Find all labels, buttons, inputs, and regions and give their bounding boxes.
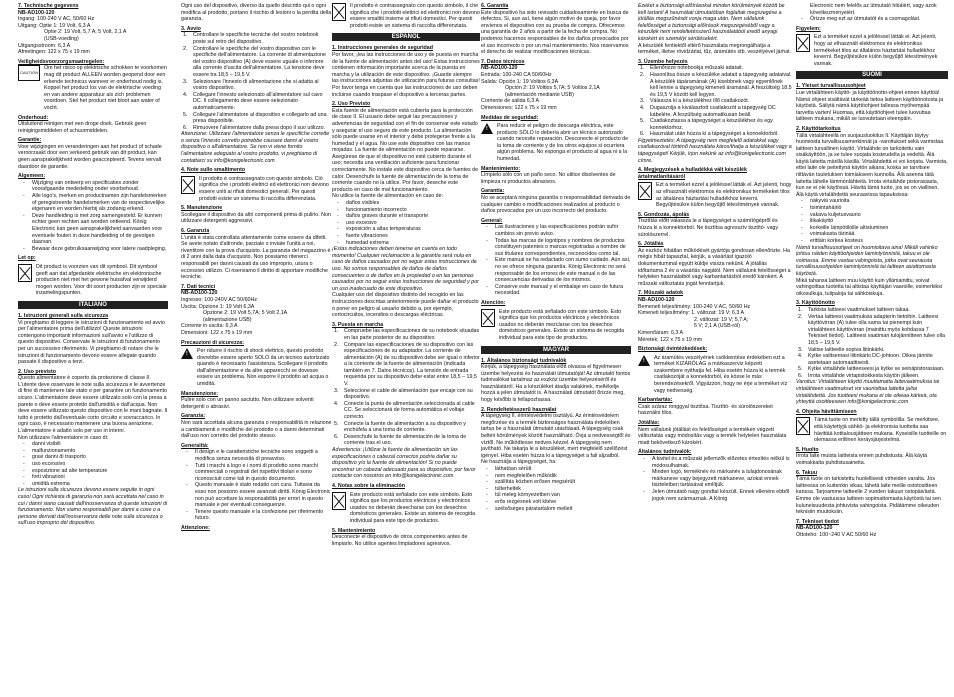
it-att-block xyxy=(332,3,480,29)
nl-maint-title: Onderhoud: xyxy=(18,114,49,121)
it-safety-text: Per ridurre il rischio di shock elettrico, questo prodotto dovrebbe essere aperto SOLO da un tecnico autorizzato quando è necessario l'assistenza. Scollegare il prodotto dall'alimentazione e da altre apparecchi se dovesse essere un problema. Non esporre il prodotto ad acqua o umidità. xyxy=(197,348,330,388)
list-item: - Questo manuale è stato redatto con cura. Tuttavia da esso non possono essere avanzati diritti. König Electronic non può accettare la responsabilità per errori in questo manuale e per eventuali conseguenze. xyxy=(195,482,332,508)
list-item: - Tenere questo manuale e la confezione per riferimento futuro. xyxy=(195,509,332,522)
weee-bin-icon xyxy=(18,264,32,282)
list-item: - näkyviä vaurioita xyxy=(810,198,948,205)
hu-p2: A tápegység II. érintésvédelmi osztályú. Az érintésvédelem megőrzése és a termék biztonságos használata érdekében tartsa be a használati útmutató utasításait. A tápegység csak beltéri körülmények között használható. Óvja a nedvességtől és víztől. Ne működtesse nedves kézzel. A tápegység nem javítható. Ne takarja le a készüléket, mert megfelelő szellőzést igényel. Hiba esetén húzza ki a tápegységet a fali aljzatból. xyxy=(481,413,631,459)
list-item: - nem megfelelően működik xyxy=(495,473,631,480)
it-list xyxy=(18,441,168,487)
list-item: - daños graves durante el transporte xyxy=(346,213,480,220)
list-item: - funcionamiento incorrecto xyxy=(346,207,480,214)
it-model: NB-AD100-120 xyxy=(181,290,218,297)
it-h7: 7. Dati tecnici xyxy=(181,283,216,290)
nl-model: NB-AD100-120 xyxy=(18,9,55,16)
list-item: 6. Desenchufe la fuente de alimentación de la toma de corriente tras el uso. xyxy=(334,433,467,447)
fi-h3: 3. Käyttöönotto xyxy=(796,300,835,307)
list-item: 4. Dugaszolja a kiválasztott csatlakozót a tápegység DC kábelére. A feszültség automatikusan beáll. xyxy=(640,104,776,118)
list-item: - Tutti i marchi a logo e i nomi di prodotto sono marchi commerciali o registrati dei rispettivi titolari e sono riconosciuti come tali in questo documento. xyxy=(195,463,332,483)
es-dims: Dimensiones: 122 x 75 x 19 mm xyxy=(481,104,557,111)
column-5 xyxy=(638,0,792,697)
es-p2: Esta fuente de alimentación está cubierta para la protección de clase II. El usuario debe seguir las precauciones y advertencias de seguridad con el fin de conservar este estado y asegurar el uso seguro de este producto. La alimentación sólo puede usarse en el interior y debe protegerse frente a la humedad y el agua. No use este dispositivo con las manos mojadas. La fuente de alimentación no puede repararse. Asegúrese de que el dispositivo no esté cubierto durante el uso; necesita una ventilación suficiente para funcionar correctamente. No instale este dispositivo cerca de fuentes de calor. Desenchufe la fuente de alimentación de la toma de corriente cuando no la utilice. Por favor, deseche este producto en caso de mal funcionamiento. xyxy=(332,107,479,193)
list-item: - gravi danni di trasporto xyxy=(32,454,168,461)
fi-h4: 4. Ohjeita hävittämiseen xyxy=(796,408,857,415)
language-band-espanol: ESPAÑOL xyxy=(332,33,480,41)
es-maint: Desconecte el dispositivo de otros componentes antes de limpiarlo. No utilice agentes limpiadores agresivos. xyxy=(332,534,468,547)
column-3 xyxy=(332,0,480,697)
hu-h1: 1. Általános biztonsági tudnivalók xyxy=(481,357,567,364)
list-item: - Wijziging van ontwerp en specificaties zonder voorafgaande mededeling onder voorbehoud. xyxy=(32,180,168,193)
fi-h7: 7. Tekniset tiedot xyxy=(796,518,839,525)
nl-att-block xyxy=(18,264,168,297)
column-2 xyxy=(181,0,332,697)
es-maint-title: Mantenimiento: xyxy=(481,165,521,172)
hu-h6: 6. Jótállás xyxy=(638,241,664,248)
weee-bin-icon xyxy=(796,34,810,52)
list-item: 2. Vertaa laitteesi vaatimuksia adapterin tietoihin. Laitteesi käyttövirran (A) tulee olla sama tai pienempi kuin virtalähteen käyttövirran (mainittu myös kohdassa 7 Tekniset tiedot). Laitteesi vaatiman tulojännitteen tulee olla 18,5 – 19,5 V. xyxy=(798,313,945,346)
it-p2: Questo alimentatore è coperto da protezione di classe II. L'utente deve osservare le note sulla sicurezza e le avvertenze di fine di mantenere tale stato e per garantire un funzionamento sicuro. L'alimentatore deve essere utilizzato solo con la presa a parete o deve essere protetto dall'umidità e dall'acqua. Non deve essere utilizzato questo dispositivo con le mani bagnate. Il tutto è protetto dall'eventuale corto circuito e sovraccarico. In ogni caso, è necessario mantenere una buona aerazione. L'alimentatore è adatto solo per uso in interni. xyxy=(18,375,168,435)
hu-h3: 3. Üzembe helyezés xyxy=(638,58,688,65)
warning-triangle-icon: ! xyxy=(181,348,193,359)
nl-output-1: Uitgang: Optie 1: 19 Volt, 6,3 A xyxy=(18,22,91,29)
hu-maint-text: Csak száraz ronggyal tisztítsa. Tisztító- és súrolószereket használni tilos. xyxy=(638,403,773,417)
es-h4: 4. Notas sobre la eliminación xyxy=(332,482,406,489)
list-item: 2. Hasonlítsa össze a készüléke adatait a tápegység adataival. A készülék tápáramának (A) kisebbnek vagy egyenlőnek kell lennie a tápegység kimeneti áramánál. A feszültség 18,5 és 19,5 V között kell legyen. xyxy=(640,71,792,98)
it-maint2-title: Manutenzione: xyxy=(181,390,219,397)
list-item: - liikakäyttö xyxy=(810,218,948,225)
it-h1: 1. Istruzioni generali sulla sicurezza xyxy=(18,312,109,319)
it-maint: Scollegare il dispositivo da altri componenti prima di pulirlo. Non utilizzare detergenti aggressivi. xyxy=(181,211,331,225)
it-output-2: Opzione 2: 19 Volt 5,7A; 5 Volt 2,1A xyxy=(203,310,288,317)
list-item: 1. Tarkista laitteesi vaatimukset laitteen takaa. xyxy=(798,306,910,313)
hu-h5: 5. Gondozás, ápolás xyxy=(638,211,690,218)
hu-safety-text: Az áramütés veszélyének csökkentése érdekében ezt a terméket KIZÁRÓLAG a márkaszerviz képzett szakembere nyithatja fel. Hiba esetén húzza ki a termék csatlakozóját a konnektorból, és kösse le más berendezésekről. Vigyázzon, hogy ne érje a terméket víz vagy nedvesség. xyxy=(654,354,788,394)
list-item: 5. Collegare l'alimentatore al dispositivo e collegarlo ad una presa disponibile. xyxy=(183,111,327,125)
hu-current: Kimenőáram: 6,3 A xyxy=(638,329,684,336)
list-item: 3. Seleccione el cable de alimentación que encaje con su dispositivo. xyxy=(334,387,473,401)
hu-general-list-cont xyxy=(796,16,948,23)
es-h2: 2. Uso Previsto xyxy=(332,101,371,108)
it-h3: 3. Avvio xyxy=(181,25,201,32)
it-h2: 2. Uso previsto xyxy=(18,368,56,375)
it-dims: Dimensioni: 122 x 75 x 19 mm xyxy=(181,329,253,336)
list-item: - umidità estrema xyxy=(32,481,168,488)
nl-dims: Afmetingen: 122 x 75 x 19 mm xyxy=(18,49,90,56)
list-item: - Las ilustraciones y las especificaciones podrán sufrir cambios sin previo aviso. xyxy=(495,224,631,237)
it-maint2-text: Pulire solo con un panno asciutto. Non utilizzare solventi detergenti o abrasivi. xyxy=(181,397,314,410)
es-h6: 6. Garantía xyxy=(481,3,509,9)
it-p1: Vi preghiamo di leggere le istruzioni di funzionamento ed avvio per l'alimentatore prima dell'utilizzo! Queste istruzioni contengono importanti informazioni sull'avvio e l'utilizzo di questo dispositivo. Conservate le istruzioni di funzionamento per un successivo riferimento. Vi preghiamo di notare che le istruzioni di funzionamento devono essere allegate quando passate il dispositivo a terzi. xyxy=(18,319,165,366)
es-general-title: General: xyxy=(481,217,503,224)
list-item: - fuerte vibraciones xyxy=(346,233,480,240)
es-model: NB-AD100-120 xyxy=(481,65,518,72)
es-general-list xyxy=(481,224,631,297)
warning-triangle-icon: ! xyxy=(481,123,493,134)
list-item: 2. Compare las especificaciones de su dispositivo con las especificaciones de su adaptador. La corriente de alimentación (A) de su dispositivo debe ser igual o inferior a la corriente de la fuente de alimentación (indicada también en 7. Datos técnicos). La tensión de entrada requerida por su dispositivo debe estar entre 18,5 – 19,5 V. xyxy=(334,341,480,388)
it-warranty: L'unità è stata controllata attentamente come essere da difetti. Se avete notato d'altronde, parziale o inviate l'unità a noi, riventitore con la prova d'acquisto. La garanzia del magazzino è di 2 anni dalla data d'acquisto. Non possiamo ritenerci responsabili per danni causati da uso improprio, usura o eccessivo utilizzo. Ci riserviamo il diritto di apportare modifiche tecniche. xyxy=(181,234,331,281)
it-output-1: Uscita: Opzione 1: 19 Volt 6,3A xyxy=(181,303,255,310)
nl-maint-text: Uitsluitend reinigen met een droge doek. Gebruik geen reinigingsmiddelen of schuurmiddelen. xyxy=(18,121,147,134)
it-h4: 4. Note sullo smaltimento xyxy=(181,167,246,174)
es-disposal-block xyxy=(332,492,480,525)
es-p4: Cualquier uso del dispositivo distinto del recogido en las instrucciones descritas anteriormente puede dañar el producto o poner en peligro al usuario debido a, por ejemplo, cortocircuitos, incendios o descargas eléctricas. xyxy=(332,292,479,319)
es-input: Entrada: 100-240 CA 50/60Hz xyxy=(481,71,552,78)
fi-h6: 6. Takuu xyxy=(796,469,818,476)
fi-p1: Lue virtalähteen käyttö- ja käyttöönotto-ohjeet ennen käyttöä! Nämä ohjeet sisältävät tärkeää tietoa laitteen käyttöönotosta ja käytöstä. Säilytä nämä käyttöohjeet tallessa myöhempää tarvetta varten! Huomaa, että käyttöohjeet tulee luovuttaa laitteen mukana, mikäli se luovutetaan eteenpäin. xyxy=(796,89,944,123)
nl-usb: (USB-voeding) xyxy=(44,35,79,42)
hu-steps xyxy=(638,65,792,138)
list-item: 4. Conecte la punta de alimentación seleccionada al cable CC. Se seleccionará de forma automática el voltaje correcto. xyxy=(334,400,475,421)
list-item: - daños visibles xyxy=(346,200,480,207)
it-h6: 6. Garanzia xyxy=(181,228,210,234)
list-item: - toimintahäiriö xyxy=(810,205,948,212)
it-input: Ingresso: 100-240V AC 50/60Hz xyxy=(181,296,257,303)
hu-maint-title: Karbantartás: xyxy=(638,397,673,404)
list-item: - erittäin korkea kosteus xyxy=(810,238,948,245)
hu-disposal-block xyxy=(638,182,792,208)
es-att-block xyxy=(481,309,631,342)
caution-logo-icon: CAUTION xyxy=(18,65,40,81)
hu-usb: 5 V; 2,1 A (USB-ról) xyxy=(694,323,741,330)
list-item: 6. Használat után húzza ki a tápegységet a konnektorból. xyxy=(640,131,779,138)
es-output-2: Opción 2: 19 Voltios 5,7A; 5 Voltios 2,1A xyxy=(505,85,600,92)
hu-general-title: Általános tudnivalók: xyxy=(638,449,692,456)
hu-general-cont: Electronic nem felelős az útmutató hibáiért, vagy azok következményeiért. xyxy=(810,3,937,16)
language-band-suomi: SUOMI xyxy=(796,71,948,79)
it-safety-block xyxy=(181,348,332,388)
hu-att-block xyxy=(796,34,948,67)
nl-warranty-title: Garantie: xyxy=(18,137,42,144)
fi-warranty: Tämä tuote on tarkistettu huolellisesti virheiden varalta. Jos laitteessa on kuitenkin vikaa, lähetä laite meille ostotositteen kanssa. Tarjoamme laitteelle 2 vuoden takuun ostopäivästä. Emme ole vastuussa laitteen sopimattomasta käytöstä tai sen kuluneisuudesta johtuvista vahingoista. Pidätämme oikeuden teknisiin muutoksiin. xyxy=(796,476,941,516)
list-item: 3. Válassza ki a készülékhez illő csatlakozót. xyxy=(640,98,750,105)
es-att-text: Este producto está señalado con este símbolo. Esto significa que los productos eléctricos y electrónicos usados no deberán mezclarse con los desechos domésticos generales. Existe un sistema de recogida individual para este tipo de productos. xyxy=(499,308,625,341)
hu-input: Bemeneti teljesítmény: 100-240 V AC, 50/60 Hz xyxy=(638,303,751,310)
es-steps xyxy=(332,328,480,447)
nl-safety-block xyxy=(18,65,168,111)
hu-safety-title: Biztonsági óvintézkedések: xyxy=(638,346,708,353)
fi-h2: 2. Käyttötarkoitus xyxy=(796,125,841,132)
list-item: - Minden logó, terméknév és márkanév a tulajdonosának márkaneve vagy bejegyzett márkaneve, azokat ennek tiszteletben tartásával említjük. xyxy=(652,469,792,489)
it-usb: (alimentazione USB) xyxy=(203,316,252,323)
language-band-magyar: MAGYAR xyxy=(481,346,631,354)
it-disposal-text: Il prodotto è contrassegnato con questo simbolo. Ciò significa che i prodotti elettrici ed elettronici non devono essere uniti ai rifiuti domestici generali. Per questi prodotti esiste un sistema di raccolta differenziata. xyxy=(199,175,329,202)
it-general-list xyxy=(181,449,332,522)
it-note: Le istruzioni sulla sicurezza devono essere seguite in ogni caso! Ogni richiesta di garanzia non sarà accettata nel caso in cui i danni siano causati dall'inosservanza di queste istruzioni di funzionamento. Non siamo responsabili per danni a cose o a persone derivati dall'inosservanza delle note sulla sicurezza o sull'uso improprio del dispositivo. xyxy=(18,487,168,527)
fi-input: Ottoteho: 100~240 V AC 50/60 Hz xyxy=(796,531,877,538)
it-h5: 5. Manutenzione xyxy=(181,205,223,212)
hu-disposal-text: Ezt a terméket ezzel a jelöléssel látták el. Azt jelenti, hogy az elhasznált elektromos és elektronikus termékeket tilos az általános háztartási hulladékhoz keverni. Begyűjtésükre külön begyűjtő létesítmények vannak. xyxy=(656,182,792,209)
fi-h1: 1. Yleiset turvallisuusohjeet xyxy=(796,83,866,90)
list-item: 5. Csatlakoztassa a tápegységet a készülékhez és egy konnektorhoz. xyxy=(640,118,773,131)
es-warranty-title: Garantía: xyxy=(481,188,505,195)
fi-warning: Varoitus: Virtalähteen käyttö muuttamatta laitevaatimuksia tai virtalähteen vaatimukset voi vaurioittaa laitetta ja/tai virtalähdettä. Jos tuotteesi mukana ei ole oikeaa kärkeä, ota yhteyttä osoitteeseen info@konigelectronic.com xyxy=(796,379,940,406)
nl-output-2: Optie 2: 19 Volt, 5,7 A; 5 Volt, 2,1 A xyxy=(44,29,127,36)
it-disposal-block xyxy=(181,176,332,202)
fi-disposal-block xyxy=(796,417,948,443)
list-item: - malfunzionamento xyxy=(32,448,168,455)
fi-disposal-text: Tämä tuote on merkitty tällä symbolilla. Se merkitsee, että käytettyjä sähkö- ja elektronisia tuotteita saa hävittää kotitalousjätteen mukana. Kyseisille tuotteille on olemassa erillinen keräysjärjestelmä. xyxy=(814,417,947,444)
list-item: 3. Valitse laitteelle sopiva liitinkärki. xyxy=(798,346,885,353)
hu-output-2: 2. változat: 19 V; 5,7 A; xyxy=(694,316,749,323)
es-current: Corriente de salida 6,3 A xyxy=(481,98,540,105)
column-1 xyxy=(18,0,168,697)
fi-maint: Irrota laite muista laitteista ennen puhdistusta. Älä käytä voimakkaita puhdistusaineita. xyxy=(796,453,928,466)
nl-warranty-text: Voor wijzigingen en veranderingen aan het product of schade veroorzaakt door een verkeerd gebruik van dit product, kan geen aansprakelijkheid worden geaccepteerd. Tevens vervalt daardoor de garantie. xyxy=(18,143,162,170)
fi-h5: 5. Huolto xyxy=(796,446,819,453)
list-item: - uso excesivo xyxy=(346,220,480,227)
hu-warranty-title: Jótállás: xyxy=(638,420,660,427)
es-disposal-text: Este producto está señalado con este símbolo. Esto significa que los productos eléctricos y electrónicos usados no deberán desecharse con los desechos domésticos generales. Existe un sistema de recogida individual para este tipo de productos. xyxy=(350,491,476,524)
language-band-italiano: ITALIANO xyxy=(18,301,168,309)
weee-bin-icon xyxy=(181,176,195,194)
hu-warranty-text: Nem vállalunk jótállást és felelősséget a terméken végzett változtatás vagy módosítás vagy a termék helytelen használata miatt bekövetkező károkért. xyxy=(638,426,787,446)
es-p3: No utilice la fuente de alimentación en caso de: xyxy=(332,193,444,200)
es-warranty: Este dispositivo ha sido revisado cuidadosamente en busca de defectos. Si, aun así, tiene algún motivo de queja, por favor envíenos el dispositivo con su prueba de compra. Ofrecemos una garantía de 2 años a partir de la fecha de compra. No podemos hacernos responsables de los daños provocados por el uso incorrecto o por un mal mantenimiento. Nos reservamos el derecho de realizar modificaciones técnicas. xyxy=(481,9,629,56)
fi-steps xyxy=(796,307,948,380)
hu-misuse: A készülék fentiektől eltérő használata megrongálhatja a terméket, illetve rövidzárlat, tűz, áramütés stb. veszélyével járhat. xyxy=(638,42,792,56)
weee-bin-icon xyxy=(332,3,346,21)
fi-p3: Älä käytä virtalähdettä seuraavissa tapauksissa: xyxy=(796,191,909,198)
list-item: - Bewaar deze gebruiksaanwijzing voor latere raadpleging. xyxy=(32,246,168,253)
it-warranty2-text: Non sarà accettata alcuna garanzia o responsabilità in relazione a cambiamenti e modifiche del prodotto o a danni determinati dall'uso non corretto del prodotto stesso. xyxy=(181,420,332,440)
list-item: - Őrizze meg ezt az útmutatót és a csomagolást. xyxy=(810,16,948,23)
nl-input: Ingang: 100-240 V AC, 50/60 Hz xyxy=(18,16,95,23)
column-6 xyxy=(796,0,948,697)
nl-tech-title: 7. Technische gegevens xyxy=(18,3,79,9)
es-list xyxy=(332,200,480,246)
es-safety-text: Para reducir el peligro de descarga eléctrica, este producto SÓLO lo debería abrir un técnico autorizado cuando necesite reparación. Desconecte el producto de la toma de corriente y de los otros equipos si ocurriera algún problema. No exponga el producto al agua ni a la humedad. xyxy=(497,123,629,163)
weee-bin-icon xyxy=(638,182,652,200)
it-att-text: Il prodotto è contrassegnato con questo simbolo, il che significa che i prodotti elettrici ed elettronici non devono essere smaltiti insieme ai rifiuti domestici. Per questi prodotti esiste un sistema di raccolta differenziata. xyxy=(350,3,480,29)
list-item: - túlterhelték xyxy=(495,486,631,493)
it-intro: Ogni uso del dispositivo, diverso da quello descritto qui o ogni modifica al prodotto, portano il rischio di lesioni o la perdita della garanzia. xyxy=(181,3,332,23)
nl-general-list xyxy=(18,180,168,253)
list-item: - Este manual se ha redactado con sumo cuidado. Aún así, no se ofrece ninguna garantía. König Electronic no será responsable de los errores de este manual o de las consecuencias derivadas de los mismos. xyxy=(495,257,631,283)
list-item: - túl meleg környezetben van xyxy=(495,492,631,499)
list-item: 3. Selezionare l'innesto di alimentazione che si adatta al vostro dispositivo. xyxy=(183,78,319,92)
list-item: 4. Kytke valitsemasi liitinkärki DC-johtoon. Oikea jännite asetetaan automaattisesti. xyxy=(798,353,933,366)
list-item: - forti vibrazioni xyxy=(32,474,168,481)
list-item: - voimakasta tärinää xyxy=(810,231,948,238)
list-item: 5. Kytke virtalähde laitteeseesi ja kytke se seinäpistorasiaan. xyxy=(798,366,945,373)
hu-p1: Kérjük, a tápegység használata előtt olvassa el figyelmesen üzembe helyezési és használati útmutatóját! Az útmutató fontos tudnivalókat tartalmaz az eszköz üzembe helyezéséről és használatáról. Ha a készüléket átadja valakinek, mellékelje hozzá a jelen útmutatót is. A használati útmutatót őrizze meg, hogy később is fellapozhassa. xyxy=(481,364,631,404)
list-item: - exposición a altas temperaturas xyxy=(346,226,480,233)
list-item: - Deze handleiding is met zorg samengesteld. Er kunnen echter geen rechten aan worden ontleend. König Electronic kan geen aansprakelijkheid aanvaarden voor eventuele fouten in deze handleiding of de gevolgen daarvan. xyxy=(32,213,168,246)
list-item: 6. Irrota virtalähde virtapistokkesta käytön jälkeen. xyxy=(798,372,920,379)
nl-current: Uitgangsstroom: 6,3 A xyxy=(18,42,71,49)
list-item: - uso eccessivo xyxy=(32,461,168,468)
list-item: - danni visibili xyxy=(32,441,168,448)
hu-maint: Tisztítás előtt válassza le a tápegységet a számítógépről és húzza ki a konnektorból. Ne tisztítsa agresszív tisztító- vagy súrolószerrel. xyxy=(638,218,779,238)
es-att-title: Atención: xyxy=(481,299,506,306)
it-att-title: Attenzione: xyxy=(181,524,210,531)
hu-warning: Figyelmeztetés: A tápegység nem megfelelő adatokkal vagy csatlakozóval történő használata károsíthatja a készüléket vagy a tápegységet! Kérjük, írjon nekünk az info@konigelectronic.com címre. xyxy=(638,137,792,164)
es-h3: 3. Puesta en marcha xyxy=(332,321,384,328)
it-safety-title: Precauzioni di sicurezza: xyxy=(181,339,244,346)
list-item: - Todas las marcas de logotipos y nombres de productos constituyen patentes o marcas registradas a nombre de sus titulares correspondientes, reconocidos como tal. xyxy=(495,238,631,258)
list-item: 1. Controllare le specifiche tecniche del vostro notebook poste sul retro del dispositivo. xyxy=(183,32,319,45)
list-item: 1. Ellenőrizze notebookja műszaki adatait. xyxy=(640,65,744,72)
nl-safety-title: Veiligheidsvoorzorgsmaatregelen: xyxy=(18,58,105,65)
es-safety-title: Medidas de seguridad: xyxy=(481,114,539,121)
list-item: - vakava kuljetusvaurio xyxy=(810,212,948,219)
it-steps xyxy=(181,32,332,131)
hu-list xyxy=(481,466,631,512)
hu-output-1: Kimeneti teljesítmény: 1. változat: 19 V; 6,3 A xyxy=(638,310,745,317)
nl-att-text: Dit product is voorzien van dit symbool. Dit symbool geeft aan dat afgedankte elektrische en elektronische producten niet met het gewone huisafval verwijderd mogen worden. Voor dit soort producten zijn er speciale inzamelingspunten. xyxy=(36,263,167,297)
list-item: 5. Conecte la fuente de alimentación a su dispositivo y enchúfela a una toma de corriente. xyxy=(334,420,466,434)
hu-warranty: Az eszköz hibátlan működését gyártója gondosan ellenőrizte. Ha mégis hibát tapasztal, kérjük, a vásárlást igazoló dokumentummal együtt küldje vissza nekünk. A jótállás időtartama 2 év a vásárlás napjától. Nem vállalunk felelősséget a helytelen használatból vagy karbantartásból eredő károkért. A műszaki változtatás jogát fenntartjuk. xyxy=(638,247,791,287)
list-item: - Jelen útmutató nagy gondtal készült. Ennek ellenére ebből jogok nem származnak. A König xyxy=(652,489,792,502)
list-item: - Alle logo's, merken en productnamen zijn handelsmerken of geregistreerde handelsmerken van de respectievelijke eigenaren en worden hierbij als zodanig erkend. xyxy=(32,193,168,213)
es-usb: (alimentación mediante USB) xyxy=(505,91,574,98)
es-output-1: Salida: Opción 1: 19 Voltios 6,3A xyxy=(481,78,559,85)
nl-general-title: Algemeen: xyxy=(18,173,46,180)
es-warranty-text: No se aceptará ninguna garantía o responsabilidad derivada de cualquier cambio o modificaciones realizados al producto o daños provocados por un uso incorrecto del producto. xyxy=(481,195,631,215)
list-item: - láthatóan sérült xyxy=(495,466,631,473)
fi-model: NB-AD100-120 xyxy=(796,525,833,532)
hu-safety-block xyxy=(638,355,792,395)
it-p3: Non utilizzare l'alimentatore in caso di: xyxy=(18,434,109,441)
hu-dims: Méretek: 122 x 75 x 19 mm xyxy=(638,336,703,343)
column-4 xyxy=(481,0,631,697)
es-h7: 7. Datos técnicos xyxy=(481,58,525,65)
list-item: - esposizione ad alte temperature xyxy=(32,468,168,475)
fi-p2: Tällä virtalähteellä on suojausluokitus II. Käyttäjän täytyy huomioida turvallisuusmerkinnät ja -varoitukset sekä varmistaa laitteen turvallinen käyttö. Virtalähde on tarkoitettu vain sisäkäyttöön, ja se tulee suojata kosteudelta ja vedeltä. Älä käytä laitetta märillä käsillä. Virtalähdettä ei voi korjata. Varmista, ettei laite ole peitettynä käytön aikana, koska se tarvitsee riittävän tuuletuksen toimiakseen kunnolla. Älä asenna tätä laitetta lähelle lämmönlähteitä. Irrota virtalähde pistorasiasta, kun se ei ole käytössä. Hävitä tämä tuote, jos se on viallinen. xyxy=(796,132,948,192)
it-current: Corrente in uscita: 6,3 A xyxy=(181,323,238,330)
es-maint-text: Límpielo sólo con un paño seco. No utilice disolventes de limpieza ni productos abrasivos. xyxy=(481,172,616,185)
es-p1: Por favor, ¡lea las instrucciones de uso y de puesta en marcha de la fuente de alimentación antes del uso! Estas instrucciones contienen información importante acerca de la puesta en marcha y la utilización de este dispositivo. ¡Guarde siempre las instrucciones adjuntas de utilización para futuras consultas! Por favor tenga en cuenta que las instrucciones de uso deben incluirse cuando traspase el dispositivo a terceras partes. xyxy=(332,51,480,98)
hu-general-list xyxy=(638,456,792,502)
list-item: - szélsőséges páratartalom mellett xyxy=(495,506,631,513)
it-warranty2-title: Garanzia: xyxy=(181,413,206,420)
list-item: - erős rezgésnek volt kitéve xyxy=(495,499,631,506)
it-warning: Attenzione: Utilizzare l'alimentatore senza le specifiche corrette o senza l'innesto corretto potrebbe causare danni al vostro dispositivo o all'alimentatore. Se non vi viene fornito l'alimentatore adeguato al vostro prodotto, vi preghiamo di contattarci su info@konigelectronic.com xyxy=(181,131,330,164)
warning-triangle-icon: ! xyxy=(638,355,650,366)
hu-p3: Ne használja a tápegységet, ha: xyxy=(481,459,557,466)
hu-att-text: Ezt a terméket ezzel a jelöléssel látták el. Azt jelenti, hogy az elhasznált elektromos és elektronikus termékeket tilos az általános háztartási hulladékhoz keverni. Begyűjtésükre külön begyűjtő létesítmények vannak. xyxy=(814,34,938,67)
list-item: - humedad extrema xyxy=(346,240,480,247)
es-h1: 1. Instrucciones generales de seguridad xyxy=(332,45,433,52)
list-item: - korkeille lämpötiloille altistuminen xyxy=(810,225,948,232)
hu-h4: 4. Megjegyzések a hulladékká vált készülék ártalmatlanításáról xyxy=(638,167,747,180)
fi-list xyxy=(796,198,948,244)
es-warning: Advertencia: ¡Utilizar la fuente de alimentación sin las especificaciones o cabezal correctos podría dañar su dispositivo y/o la fuente de alimentación! Si no puede encontrar un cabezal adecuado para su dispositivo, por favor contacte con nosotros en info@konigelectronic.com xyxy=(332,447,476,480)
hu-model: NB-AD100-120 xyxy=(638,296,675,303)
hu-h7: 7. Műszaki adatok xyxy=(638,290,684,297)
hu-note: Ezeket a biztonsági előírásokat minden körülmények között be kell tartani! A használati útmutatóban foglaltak megszegése a jótállás megszűnését vonja maga után. Nem vállalunk felelősséget a biztonsági előírások megszegéséből vagy a készülék nem rendeltetésszerű használatából eredő anyagi károkért és személyi sérülésekért. xyxy=(638,3,785,42)
es-h5: 5. Mantenimiento xyxy=(332,527,376,534)
list-item: - Conserve este manual y el embalaje en caso de futura necesidad. xyxy=(495,284,631,297)
hu-att-title: Figyelem: xyxy=(796,25,821,32)
list-item: - Il design e le caratteristiche tecniche sono soggetti a modifica senza necessità di preavviso. xyxy=(195,449,332,462)
list-item: 4. Collegare l'innesto selezionato all'alimentatore sul cavo DC. Il collegamento deve essere selezionato automaticamente. xyxy=(183,91,323,111)
list-item: 1. Compruebe las especificaciones de su notebook situadas en las parte posterior de su dispositivo. xyxy=(334,328,480,341)
list-item: - szállítás közben erősen megsérült xyxy=(495,479,631,486)
nl-safety-text: Om het risico op elektrische schokken te voorkomen mag dit product ALLEEN worden geopend door een erkende technicus wanneer er onderhoud nodig is. Koppel het product los van de elektrische voeding en van andere apparatuur als zich problemen voordoen. Stel het product niet bloot aan water of vocht. xyxy=(44,65,167,111)
es-safety-block xyxy=(481,123,631,163)
fi-note: Nämä turvallisuusohjeet on huomioitava aina! Mikäli vahinko johtuu näiden käyttöohjeiden laiminlyönnistä, takuu ei ole voimassa. Emme vastaa vahingoista, jotka ovat seurausta turvallisuusohjeiden laiminlyönnistä tai laitteen asiattomasta käytöstä. xyxy=(796,244,938,277)
list-item: - A kivitel és a műszaki jellemzők előzetes értesítés nélkül is módosulhatnak. xyxy=(652,456,792,469)
nl-att-title: Let op: xyxy=(18,255,36,262)
weee-bin-icon xyxy=(481,309,495,327)
es-note: ¡Estas indicaciones deben tenerse en cuenta en todo momento! Cualquier reclamación a la garantía será nula en caso de daños causados por no seguir estas instrucciones de uso. No somos responsables de daños de daños consecuentes o de daños en la propiedad o en las personas causados por no seguir estas instrucciones de seguridad y por un uso inadecuado de este dispositivo. xyxy=(332,246,479,292)
hu-h2: 2. Rendeltetésszerű használat xyxy=(481,406,557,413)
weee-bin-icon xyxy=(332,492,346,510)
list-item: 2. Controllare le specifiche del vostro dispositivo con le specifiche dell'alimentatore. La corrente di alimentazione del vostro dispositivo (A) deve essere uguale o inferiore alla corrente d'uscita dell'alimentatore. La tensione deve essere tra 18,5 – 19,5 V. xyxy=(183,45,326,78)
fi-p4: Mikä tahansa laitteen muu käyttö kuin yllämainittu, voivat vahingoittaa tuotetta tai altistaa käyttäjän vaaroille, esimerkiksi oikosulkuja, tulipaloja tai sähköiskuja. xyxy=(796,277,943,297)
weee-bin-icon xyxy=(796,417,810,435)
it-general-title: Generalità: xyxy=(181,442,209,449)
list-item: 6. Rimuovere l'alimentatore dalla presa dopo il suo utilizzo. xyxy=(183,124,326,131)
